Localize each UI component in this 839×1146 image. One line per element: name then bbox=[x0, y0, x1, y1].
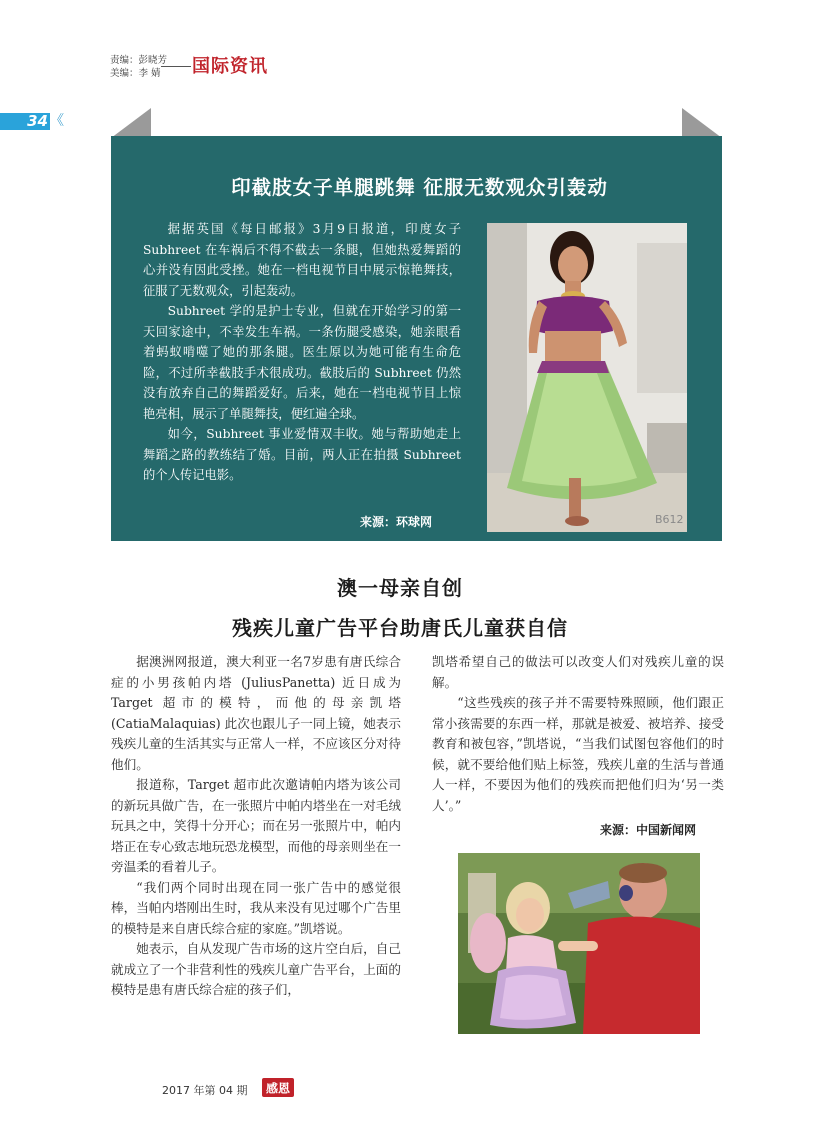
article1-body bbox=[143, 219, 461, 486]
editor-credit: 责编：彭晓芳 bbox=[110, 55, 168, 66]
family-photo bbox=[458, 853, 700, 1034]
corner-triangle-right bbox=[682, 108, 722, 138]
article2-source: 来源：中国新闻网 bbox=[600, 823, 697, 837]
svg-text:感恩: 感恩 bbox=[265, 1081, 291, 1096]
article2-paragraph: 据澳洲网报道，澳大利亚一名7岁患有唐氏综合症的小男孩帕内塔 (JuliusPanetta) 近日成为 Target 超市的模特，而他的母亲凯塔 (CatiaMalaquias) 此次也跟儿子一同上镜，她表示残疾儿童的生活其实与正常人一样，不应该区分对待他们。 bbox=[111, 654, 401, 772]
header-credits bbox=[110, 54, 167, 80]
article1-paragraph: Subhreet 学的是护士专业，但就在开始学习的第一天回家途中，不幸发生车祸。一条伤腿受感染，她亲眼看着蚂蚁啃噬了她的那条腿。医生原以为她可能有生命危险，不过所幸截肢手术很成功。截肢后的 Subhreet 仍然没有放弃自己的舞蹈爱好。后来，她在一档电视节目上惊艳亮相，展示了单腿舞技，便红遍全球。 bbox=[143, 304, 461, 421]
article1-title: 印截肢女子单腿跳舞 征服无数观众引轰动 bbox=[231, 176, 608, 199]
designer-credit: 美编：李 婧 bbox=[110, 68, 161, 79]
article2-paragraph: 她表示，自从发现广告市场的这片空白后，自己就成立了一个非营利性的残疾儿童广告平台，上面的模特是患有唐氏综合症的孩子们， bbox=[111, 941, 401, 997]
article2-quote-paragraph: “这些残疾的孩子并不需要特殊照顾，他们跟正常小孩需要的东西一样，那就是被爱、被培养、接受教育和被包容，”凯塔说，“当我们试图包容他们的时候，就不要给他们贴上标签，残疾儿童的生活与普通人一样，不要因为他们的残疾而把他们归为‘另一类人’。” bbox=[432, 695, 724, 813]
article1-paragraph: 据据英国《每日邮报》3月9日报道，印度女子 Subhreet 在车祸后不得不截去一条腿，但她热爱舞蹈的心并没有因此受挫。她在一档电视节目中展示惊艳舞技，征服了无数观众，引起轰动。 bbox=[143, 222, 461, 298]
header-divider bbox=[161, 66, 191, 67]
article2-title-line2: 残疾儿童广告平台助唐氏儿童获自信 bbox=[232, 616, 568, 640]
page-number: 34 bbox=[27, 112, 48, 130]
article2-paragraph-continued: 凯塔希望自己的做法可以改变人们对残疾儿童的误解。 bbox=[432, 654, 724, 690]
page-arrows: 《 bbox=[50, 113, 64, 129]
article2-left-column bbox=[111, 652, 401, 1001]
dancer-photo bbox=[487, 223, 687, 532]
magazine-logo bbox=[262, 1078, 294, 1097]
article2-right-column bbox=[432, 652, 724, 816]
article1-source: 来源：环球网 bbox=[360, 515, 433, 529]
photo-watermark: B612 bbox=[655, 513, 684, 526]
corner-triangle-left bbox=[111, 108, 151, 138]
article1-paragraph: 如今，Subhreet 事业爱情双丰收。她与帮助她走上舞蹈之路的教练结了婚。目前，两人正在拍摄 Subhreet 的个人传记电影。 bbox=[143, 427, 461, 482]
issue-label: 2017 年第 04 期 bbox=[162, 1084, 248, 1097]
section-title: 国际资讯 bbox=[192, 56, 268, 77]
article2-title-line1: 澳一母亲自创 bbox=[337, 576, 463, 600]
article2-paragraph: 报道称，Target 超市此次邀请帕内塔为该公司的新玩具做广告，在一张照片中帕内塔坐在一对毛绒玩具之中，笑得十分开心；而在另一张照片中，帕内塔正在专心致志地玩恐龙模型，而他的母亲则坐在一旁温柔的看着儿子。 bbox=[111, 777, 401, 874]
article2-paragraph: “我们两个同时出现在同一张广告中的感觉很棒，当帕内塔刚出生时，我从来没有见过哪个广告里的模特是来自唐氏综合症的家庭。”凯塔说。 bbox=[111, 879, 401, 936]
